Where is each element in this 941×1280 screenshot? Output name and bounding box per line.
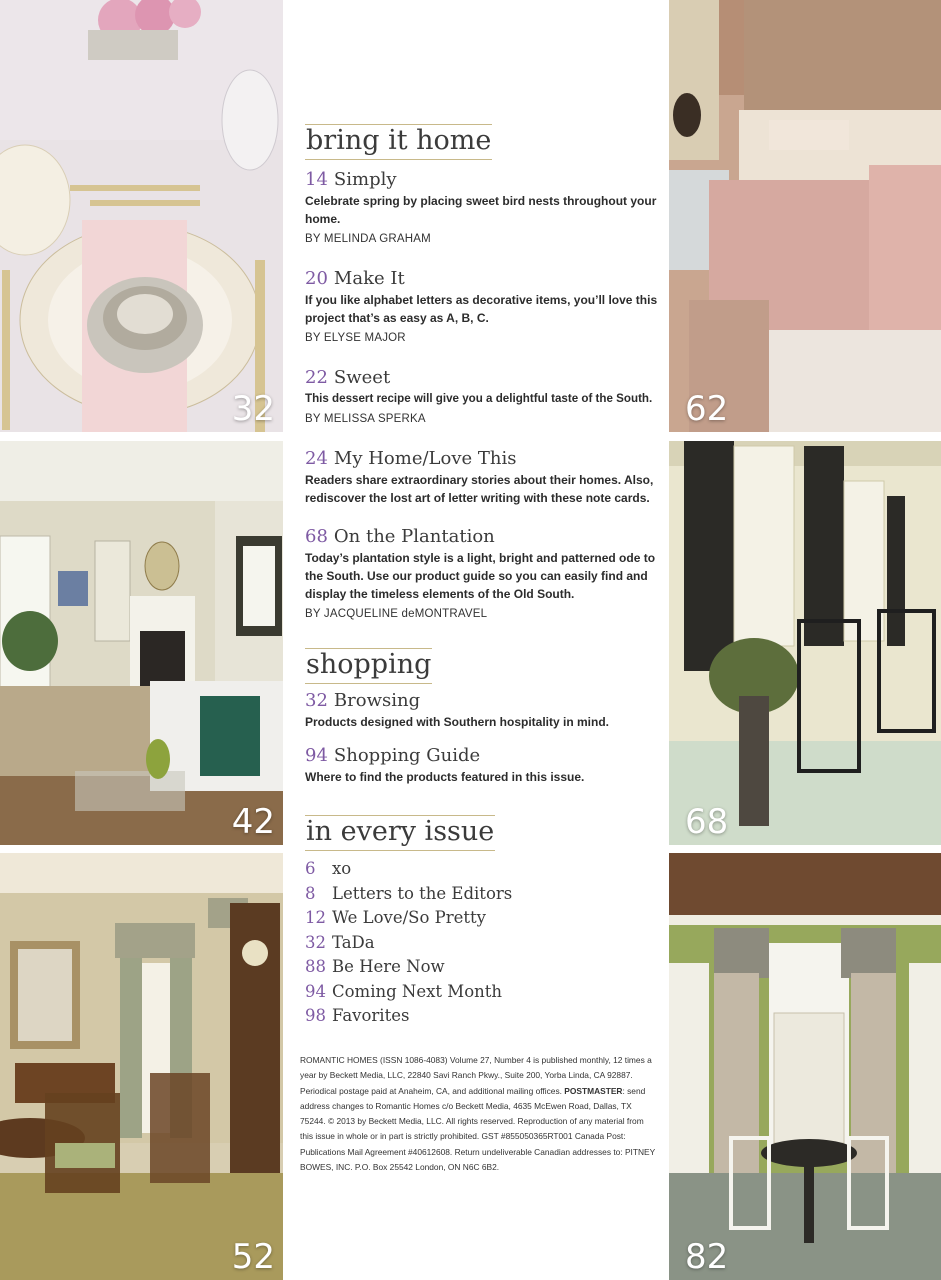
photo-dining-room — [0, 853, 283, 1280]
article-description: Products designed with Southern hospitality in mind. — [305, 715, 610, 729]
item-title: We Love/So Pretty — [332, 908, 486, 927]
section-heading-bring-it-home: bring it home — [305, 124, 492, 160]
page-ref: 98 — [305, 1006, 326, 1025]
list-item[interactable] — [305, 955, 512, 980]
page-ref: 22 — [305, 367, 328, 388]
page-number: 52 — [231, 1237, 275, 1277]
toc-article[interactable] — [305, 448, 661, 507]
page-ref: 12 — [305, 908, 326, 927]
article-title: On the Plantation — [333, 526, 495, 547]
article-title: My Home/Love This — [333, 448, 517, 469]
page-ref: 14 — [305, 169, 328, 190]
toc-article[interactable] — [305, 367, 661, 425]
page-ref: 24 — [305, 448, 328, 469]
page-ref: 8 — [305, 883, 316, 903]
item-title: Favorites — [332, 1006, 410, 1025]
article-description: Where to find the products featured in this issue. — [305, 770, 585, 784]
article-byline: BY JACQUELINE deMONTRAVEL — [305, 608, 488, 620]
item-title: TaDa — [332, 932, 375, 952]
toc-article[interactable] — [305, 745, 661, 786]
article-description: Readers share extraordinary stories about their homes. Also, rediscover the lost art of letter writing with these note cards. — [305, 473, 654, 505]
article-title: Make It — [333, 268, 405, 289]
publication-fine-print — [300, 1053, 656, 1175]
list-item[interactable] — [305, 1004, 512, 1029]
photo-sunroom — [669, 853, 941, 1280]
section-heading-shopping: shopping — [305, 648, 432, 684]
toc-article[interactable] — [305, 268, 661, 344]
article-byline: BY MELINDA GRAHAM — [305, 233, 431, 245]
section-heading-in-every-issue: in every issue — [305, 815, 495, 851]
article-title: Sweet — [333, 367, 391, 388]
page-ref: 32 — [305, 932, 326, 952]
item-title: Coming Next Month — [332, 981, 503, 1001]
page-ref: 6 — [305, 859, 316, 878]
article-byline: BY ELYSE MAJOR — [305, 332, 406, 344]
article-title: Shopping Guide — [333, 745, 481, 766]
list-item[interactable] — [305, 882, 512, 907]
photo-bedroom — [669, 0, 941, 432]
fine-print-part2: : send address changes to Romantic Homes c/o Beckett Media, 4635 McEwen Road, Dallas, TX 75244. © 2013 by Beckett Media, LLC. All rights reserved. Reproduction of any material from this issue in whole or in part is strictly prohibited. GST #855050365RT001 Canada Post: Publications Mail Agreement #40612608. Return undeliverable Canadian addresses to: PITNEY BOWES, INC. P.O. Box 25542 London, ON N6C 6B2. — [300, 1085, 656, 1173]
article-byline: BY MELISSA SPERKA — [305, 413, 426, 425]
list-item[interactable] — [305, 857, 512, 882]
item-title: Letters to the Editors — [332, 883, 513, 903]
article-description: Celebrate spring by placing sweet bird nests throughout your home. — [305, 194, 657, 226]
list-item[interactable] — [305, 906, 512, 931]
page-number: 32 — [231, 389, 275, 429]
page-ref: 94 — [305, 745, 328, 766]
page-number: 62 — [685, 389, 729, 429]
page-ref: 32 — [305, 690, 328, 711]
every-issue-list — [305, 857, 512, 1029]
toc-article[interactable] — [305, 169, 661, 245]
page-ref: 68 — [305, 526, 328, 547]
list-item[interactable] — [305, 931, 512, 956]
article-description: This dessert recipe will give you a delightful taste of the South. — [305, 392, 653, 405]
article-description: If you like alphabet letters as decorative items, you’ll love this project that’s as easy as A, B, C. — [305, 293, 658, 325]
page-ref: 20 — [305, 268, 328, 289]
toc-article[interactable] — [305, 690, 661, 731]
photo-living-room — [0, 441, 283, 845]
photo-table-setting — [0, 0, 283, 432]
fine-print-part1: ROMANTIC HOMES (ISSN 1086-4083) Volume 27, Number 4 is published monthly, 12 times a year by Beckett Media, LLC, 22840 Savi Ranch Pkwy., Suite 200, Yorba Linda, CA 92887. Periodical postage paid at Anaheim, CA, and additional mailing offices. — [300, 1055, 652, 1096]
list-item[interactable] — [305, 980, 512, 1005]
photo-porch — [669, 441, 941, 845]
page-number: 82 — [685, 1237, 729, 1277]
toc-article[interactable] — [305, 526, 661, 620]
article-title: Simply — [333, 169, 397, 190]
postmaster-label: POSTMASTER — [564, 1085, 623, 1096]
page-ref: 88 — [305, 957, 326, 976]
article-description: Today’s plantation style is a light, bright and patterned ode to the South. Use our product guide so you can easily find and display the timeless elements of the Old South. — [305, 551, 656, 601]
page-number: 68 — [685, 802, 729, 842]
page-ref: 94 — [305, 981, 326, 1001]
page-number: 42 — [231, 802, 275, 842]
article-title: Browsing — [333, 690, 421, 711]
item-title: xo — [332, 859, 352, 878]
item-title: Be Here Now — [332, 957, 445, 976]
